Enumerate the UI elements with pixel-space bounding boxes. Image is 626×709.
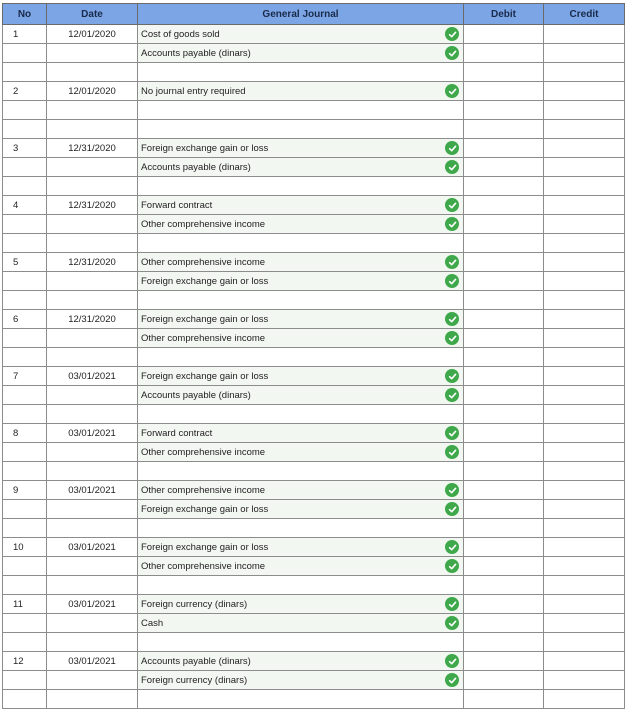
account-select[interactable] xyxy=(138,481,464,500)
entry-date xyxy=(47,348,138,367)
account-name: Other comprehensive income xyxy=(141,484,266,496)
entry-date: 03/01/2021 xyxy=(47,481,138,500)
spacer-row xyxy=(3,101,625,120)
entry-number: 12 xyxy=(3,652,47,671)
header-row xyxy=(3,4,625,25)
journal-line-row xyxy=(3,595,625,614)
credit-input[interactable] xyxy=(544,120,625,139)
credit-input[interactable] xyxy=(544,272,625,291)
journal-line-row xyxy=(3,557,625,576)
entry-number xyxy=(3,557,47,576)
debit-input[interactable] xyxy=(464,538,544,557)
credit-input[interactable] xyxy=(544,424,625,443)
account-cell-empty[interactable] xyxy=(138,576,464,595)
journal-line-row xyxy=(3,310,625,329)
check-circle-icon xyxy=(445,369,459,383)
credit-input[interactable] xyxy=(544,405,625,424)
check-circle-icon xyxy=(445,654,459,668)
credit-input[interactable] xyxy=(544,690,625,709)
account-cell-empty[interactable] xyxy=(138,462,464,481)
entry-date xyxy=(47,462,138,481)
debit-input[interactable] xyxy=(464,158,544,177)
check-circle-icon xyxy=(445,198,459,212)
entry-date: 03/01/2021 xyxy=(47,367,138,386)
general-journal-table xyxy=(2,3,625,709)
debit-input[interactable] xyxy=(464,63,544,82)
check-circle-icon xyxy=(445,673,459,687)
account-name: Foreign exchange gain or loss xyxy=(141,313,269,325)
credit-input[interactable] xyxy=(544,671,625,690)
account-select[interactable] xyxy=(138,272,464,291)
credit-input[interactable] xyxy=(544,101,625,120)
account-name: Foreign exchange gain or loss xyxy=(141,541,269,553)
entry-date xyxy=(47,386,138,405)
journal-line-row xyxy=(3,139,625,158)
check-circle-icon xyxy=(445,597,459,611)
entry-date: 03/01/2021 xyxy=(47,538,138,557)
debit-input[interactable] xyxy=(464,25,544,44)
entry-number: 9 xyxy=(3,481,47,500)
credit-input[interactable] xyxy=(544,177,625,196)
journal-container xyxy=(2,3,625,709)
entry-date xyxy=(47,272,138,291)
entry-date xyxy=(47,120,138,139)
journal-line-row xyxy=(3,500,625,519)
account-name: Other comprehensive income xyxy=(141,256,266,268)
check-circle-icon xyxy=(445,274,459,288)
account-name: Foreign currency (dinars) xyxy=(141,674,248,686)
debit-input[interactable] xyxy=(464,462,544,481)
entry-number xyxy=(3,44,47,63)
check-circle-icon xyxy=(445,540,459,554)
credit-input[interactable] xyxy=(544,443,625,462)
check-circle-icon xyxy=(445,559,459,573)
entry-number: 11 xyxy=(3,595,47,614)
account-name: Forward contract xyxy=(141,199,213,211)
entry-date xyxy=(47,405,138,424)
check-circle-icon xyxy=(445,255,459,269)
entry-number xyxy=(3,500,47,519)
entry-date: 03/01/2021 xyxy=(47,595,138,614)
credit-input[interactable] xyxy=(544,595,625,614)
spacer-row xyxy=(3,633,625,652)
check-circle-icon xyxy=(445,388,459,402)
account-name: Forward contract xyxy=(141,427,213,439)
account-select[interactable] xyxy=(138,44,464,63)
account-name: Other comprehensive income xyxy=(141,332,266,344)
journal-line-row xyxy=(3,424,625,443)
credit-input[interactable] xyxy=(544,386,625,405)
journal-line-row xyxy=(3,82,625,101)
credit-input[interactable] xyxy=(544,500,625,519)
credit-input[interactable] xyxy=(544,310,625,329)
journal-line-row xyxy=(3,538,625,557)
check-circle-icon xyxy=(445,217,459,231)
account-select[interactable] xyxy=(138,253,464,272)
debit-input[interactable] xyxy=(464,405,544,424)
credit-input[interactable] xyxy=(544,25,625,44)
debit-input[interactable] xyxy=(464,253,544,272)
account-cell-empty[interactable] xyxy=(138,519,464,538)
account-select[interactable] xyxy=(138,671,464,690)
entry-date xyxy=(47,557,138,576)
account-name: Other comprehensive income xyxy=(141,560,266,572)
credit-input[interactable] xyxy=(544,614,625,633)
entry-date xyxy=(47,63,138,82)
credit-input[interactable] xyxy=(544,196,625,215)
entry-number xyxy=(3,576,47,595)
journal-line-row xyxy=(3,386,625,405)
debit-input[interactable] xyxy=(464,310,544,329)
account-cell-empty[interactable] xyxy=(138,291,464,310)
check-circle-icon xyxy=(445,160,459,174)
journal-line-row xyxy=(3,652,625,671)
debit-input[interactable] xyxy=(464,329,544,348)
spacer-row xyxy=(3,576,625,595)
debit-input[interactable] xyxy=(464,614,544,633)
account-select[interactable] xyxy=(138,329,464,348)
debit-input[interactable] xyxy=(464,595,544,614)
check-circle-icon xyxy=(445,426,459,440)
entry-date: 03/01/2021 xyxy=(47,424,138,443)
spacer-row xyxy=(3,234,625,253)
spacer-row xyxy=(3,519,625,538)
entry-number: 10 xyxy=(3,538,47,557)
account-cell-empty[interactable] xyxy=(138,633,464,652)
debit-input[interactable] xyxy=(464,671,544,690)
credit-input[interactable] xyxy=(544,82,625,101)
entry-date: 03/01/2021 xyxy=(47,652,138,671)
debit-input[interactable] xyxy=(464,633,544,652)
entry-date xyxy=(47,690,138,709)
entry-date xyxy=(47,671,138,690)
entry-number: 5 xyxy=(3,253,47,272)
entry-date xyxy=(47,519,138,538)
journal-line-row xyxy=(3,329,625,348)
account-cell-empty[interactable] xyxy=(138,177,464,196)
entry-number xyxy=(3,272,47,291)
entry-date: 12/31/2020 xyxy=(47,196,138,215)
debit-input[interactable] xyxy=(464,234,544,253)
check-circle-icon xyxy=(445,616,459,630)
account-select[interactable] xyxy=(138,538,464,557)
journal-line-row xyxy=(3,253,625,272)
credit-input[interactable] xyxy=(544,215,625,234)
account-cell-empty[interactable] xyxy=(138,63,464,82)
entry-number: 2 xyxy=(3,82,47,101)
journal-line-row xyxy=(3,158,625,177)
account-select[interactable] xyxy=(138,25,464,44)
entry-number xyxy=(3,234,47,253)
debit-input[interactable] xyxy=(464,424,544,443)
spacer-row xyxy=(3,462,625,481)
debit-input[interactable] xyxy=(464,348,544,367)
credit-input[interactable] xyxy=(544,367,625,386)
account-cell-empty[interactable] xyxy=(138,101,464,120)
entry-number xyxy=(3,633,47,652)
spacer-row xyxy=(3,63,625,82)
entry-number xyxy=(3,690,47,709)
credit-input[interactable] xyxy=(544,139,625,158)
debit-input[interactable] xyxy=(464,652,544,671)
journal-line-row xyxy=(3,215,625,234)
debit-input[interactable] xyxy=(464,120,544,139)
credit-input[interactable] xyxy=(544,329,625,348)
check-circle-icon xyxy=(445,27,459,41)
check-circle-icon xyxy=(445,483,459,497)
debit-input[interactable] xyxy=(464,177,544,196)
entry-date: 12/31/2020 xyxy=(47,253,138,272)
account-name: Foreign exchange gain or loss xyxy=(141,503,269,515)
debit-input[interactable] xyxy=(464,101,544,120)
account-cell-empty[interactable] xyxy=(138,348,464,367)
entry-date xyxy=(47,443,138,462)
entry-date xyxy=(47,234,138,253)
check-circle-icon xyxy=(445,141,459,155)
debit-input[interactable] xyxy=(464,367,544,386)
entry-number: 4 xyxy=(3,196,47,215)
debit-input[interactable] xyxy=(464,215,544,234)
account-name: Cost of goods sold xyxy=(141,28,220,40)
account-name: Other comprehensive income xyxy=(141,218,266,230)
check-circle-icon xyxy=(445,331,459,345)
debit-input[interactable] xyxy=(464,139,544,158)
credit-input[interactable] xyxy=(544,576,625,595)
entry-number xyxy=(3,291,47,310)
journal-line-row xyxy=(3,25,625,44)
debit-input[interactable] xyxy=(464,272,544,291)
credit-input[interactable] xyxy=(544,633,625,652)
account-name: Cash xyxy=(141,617,164,629)
header-debit: Debit xyxy=(464,4,544,25)
debit-input[interactable] xyxy=(464,557,544,576)
entry-number: 6 xyxy=(3,310,47,329)
account-name: Foreign exchange gain or loss xyxy=(141,142,269,154)
debit-input[interactable] xyxy=(464,291,544,310)
debit-input[interactable] xyxy=(464,690,544,709)
account-select[interactable] xyxy=(138,500,464,519)
account-name: Foreign currency (dinars) xyxy=(141,598,248,610)
entry-date: 12/01/2020 xyxy=(47,25,138,44)
credit-input[interactable] xyxy=(544,348,625,367)
credit-input[interactable] xyxy=(544,557,625,576)
entry-date xyxy=(47,44,138,63)
entry-number xyxy=(3,348,47,367)
spacer-row xyxy=(3,291,625,310)
account-select[interactable] xyxy=(138,595,464,614)
account-name: No journal entry required xyxy=(141,85,246,97)
entry-date xyxy=(47,101,138,120)
account-select[interactable] xyxy=(138,386,464,405)
spacer-row xyxy=(3,177,625,196)
entry-number xyxy=(3,158,47,177)
account-cell-empty[interactable] xyxy=(138,120,464,139)
entry-number xyxy=(3,329,47,348)
credit-input[interactable] xyxy=(544,234,625,253)
header-no: No xyxy=(3,4,47,25)
account-name: Accounts payable (dinars) xyxy=(141,161,251,173)
account-cell-empty[interactable] xyxy=(138,234,464,253)
account-select[interactable] xyxy=(138,310,464,329)
account-select[interactable] xyxy=(138,82,464,101)
entry-date xyxy=(47,576,138,595)
check-circle-icon xyxy=(445,84,459,98)
entry-number: 7 xyxy=(3,367,47,386)
entry-date xyxy=(47,500,138,519)
account-name: Foreign exchange gain or loss xyxy=(141,370,269,382)
entry-date xyxy=(47,614,138,633)
entry-number: 8 xyxy=(3,424,47,443)
credit-input[interactable] xyxy=(544,44,625,63)
entry-date xyxy=(47,158,138,177)
entry-number xyxy=(3,63,47,82)
credit-input[interactable] xyxy=(544,519,625,538)
journal-line-row xyxy=(3,614,625,633)
account-select[interactable] xyxy=(138,652,464,671)
entry-date: 12/01/2020 xyxy=(47,82,138,101)
account-select[interactable] xyxy=(138,158,464,177)
credit-input[interactable] xyxy=(544,538,625,557)
debit-input[interactable] xyxy=(464,44,544,63)
spacer-row xyxy=(3,348,625,367)
credit-input[interactable] xyxy=(544,63,625,82)
check-circle-icon xyxy=(445,46,459,60)
account-select[interactable] xyxy=(138,196,464,215)
entry-date xyxy=(47,633,138,652)
debit-input[interactable] xyxy=(464,481,544,500)
entry-number: 1 xyxy=(3,25,47,44)
account-select[interactable] xyxy=(138,367,464,386)
journal-line-row xyxy=(3,481,625,500)
entry-date: 12/31/2020 xyxy=(47,139,138,158)
account-select[interactable] xyxy=(138,424,464,443)
debit-input[interactable] xyxy=(464,576,544,595)
credit-input[interactable] xyxy=(544,253,625,272)
header-credit: Credit xyxy=(544,4,625,25)
spacer-row xyxy=(3,120,625,139)
credit-input[interactable] xyxy=(544,481,625,500)
account-select[interactable] xyxy=(138,614,464,633)
entry-number xyxy=(3,101,47,120)
debit-input[interactable] xyxy=(464,386,544,405)
journal-body xyxy=(3,25,625,709)
journal-line-row xyxy=(3,443,625,462)
entry-date xyxy=(47,215,138,234)
journal-line-row xyxy=(3,367,625,386)
account-select[interactable] xyxy=(138,557,464,576)
credit-input[interactable] xyxy=(544,158,625,177)
journal-line-row xyxy=(3,44,625,63)
account-name: Accounts payable (dinars) xyxy=(141,655,251,667)
debit-input[interactable] xyxy=(464,196,544,215)
header-general-journal: General Journal xyxy=(138,4,464,25)
entry-number xyxy=(3,120,47,139)
header-date: Date xyxy=(47,4,138,25)
entry-number xyxy=(3,614,47,633)
entry-date: 12/31/2020 xyxy=(47,310,138,329)
entry-number xyxy=(3,177,47,196)
spacer-row xyxy=(3,405,625,424)
account-name: Accounts payable (dinars) xyxy=(141,47,251,59)
entry-number xyxy=(3,443,47,462)
debit-input[interactable] xyxy=(464,500,544,519)
debit-input[interactable] xyxy=(464,519,544,538)
entry-number xyxy=(3,519,47,538)
entry-number: 3 xyxy=(3,139,47,158)
entry-number xyxy=(3,671,47,690)
credit-input[interactable] xyxy=(544,462,625,481)
credit-input[interactable] xyxy=(544,652,625,671)
entry-number xyxy=(3,215,47,234)
credit-input[interactable] xyxy=(544,291,625,310)
account-name: Other comprehensive income xyxy=(141,446,266,458)
journal-line-row xyxy=(3,671,625,690)
account-cell-empty[interactable] xyxy=(138,405,464,424)
entry-number xyxy=(3,405,47,424)
journal-line-row xyxy=(3,272,625,291)
entry-date xyxy=(47,329,138,348)
account-name: Accounts payable (dinars) xyxy=(141,389,251,401)
account-select[interactable] xyxy=(138,443,464,462)
debit-input[interactable] xyxy=(464,82,544,101)
entry-date xyxy=(47,291,138,310)
spacer-row xyxy=(3,690,625,709)
account-name: Foreign exchange gain or loss xyxy=(141,275,269,287)
entry-number xyxy=(3,386,47,405)
check-circle-icon xyxy=(445,312,459,326)
check-circle-icon xyxy=(445,445,459,459)
entry-number xyxy=(3,462,47,481)
journal-line-row xyxy=(3,196,625,215)
account-cell-empty[interactable] xyxy=(138,690,464,709)
check-circle-icon xyxy=(445,502,459,516)
account-select[interactable] xyxy=(138,139,464,158)
account-select[interactable] xyxy=(138,215,464,234)
entry-date xyxy=(47,177,138,196)
debit-input[interactable] xyxy=(464,443,544,462)
